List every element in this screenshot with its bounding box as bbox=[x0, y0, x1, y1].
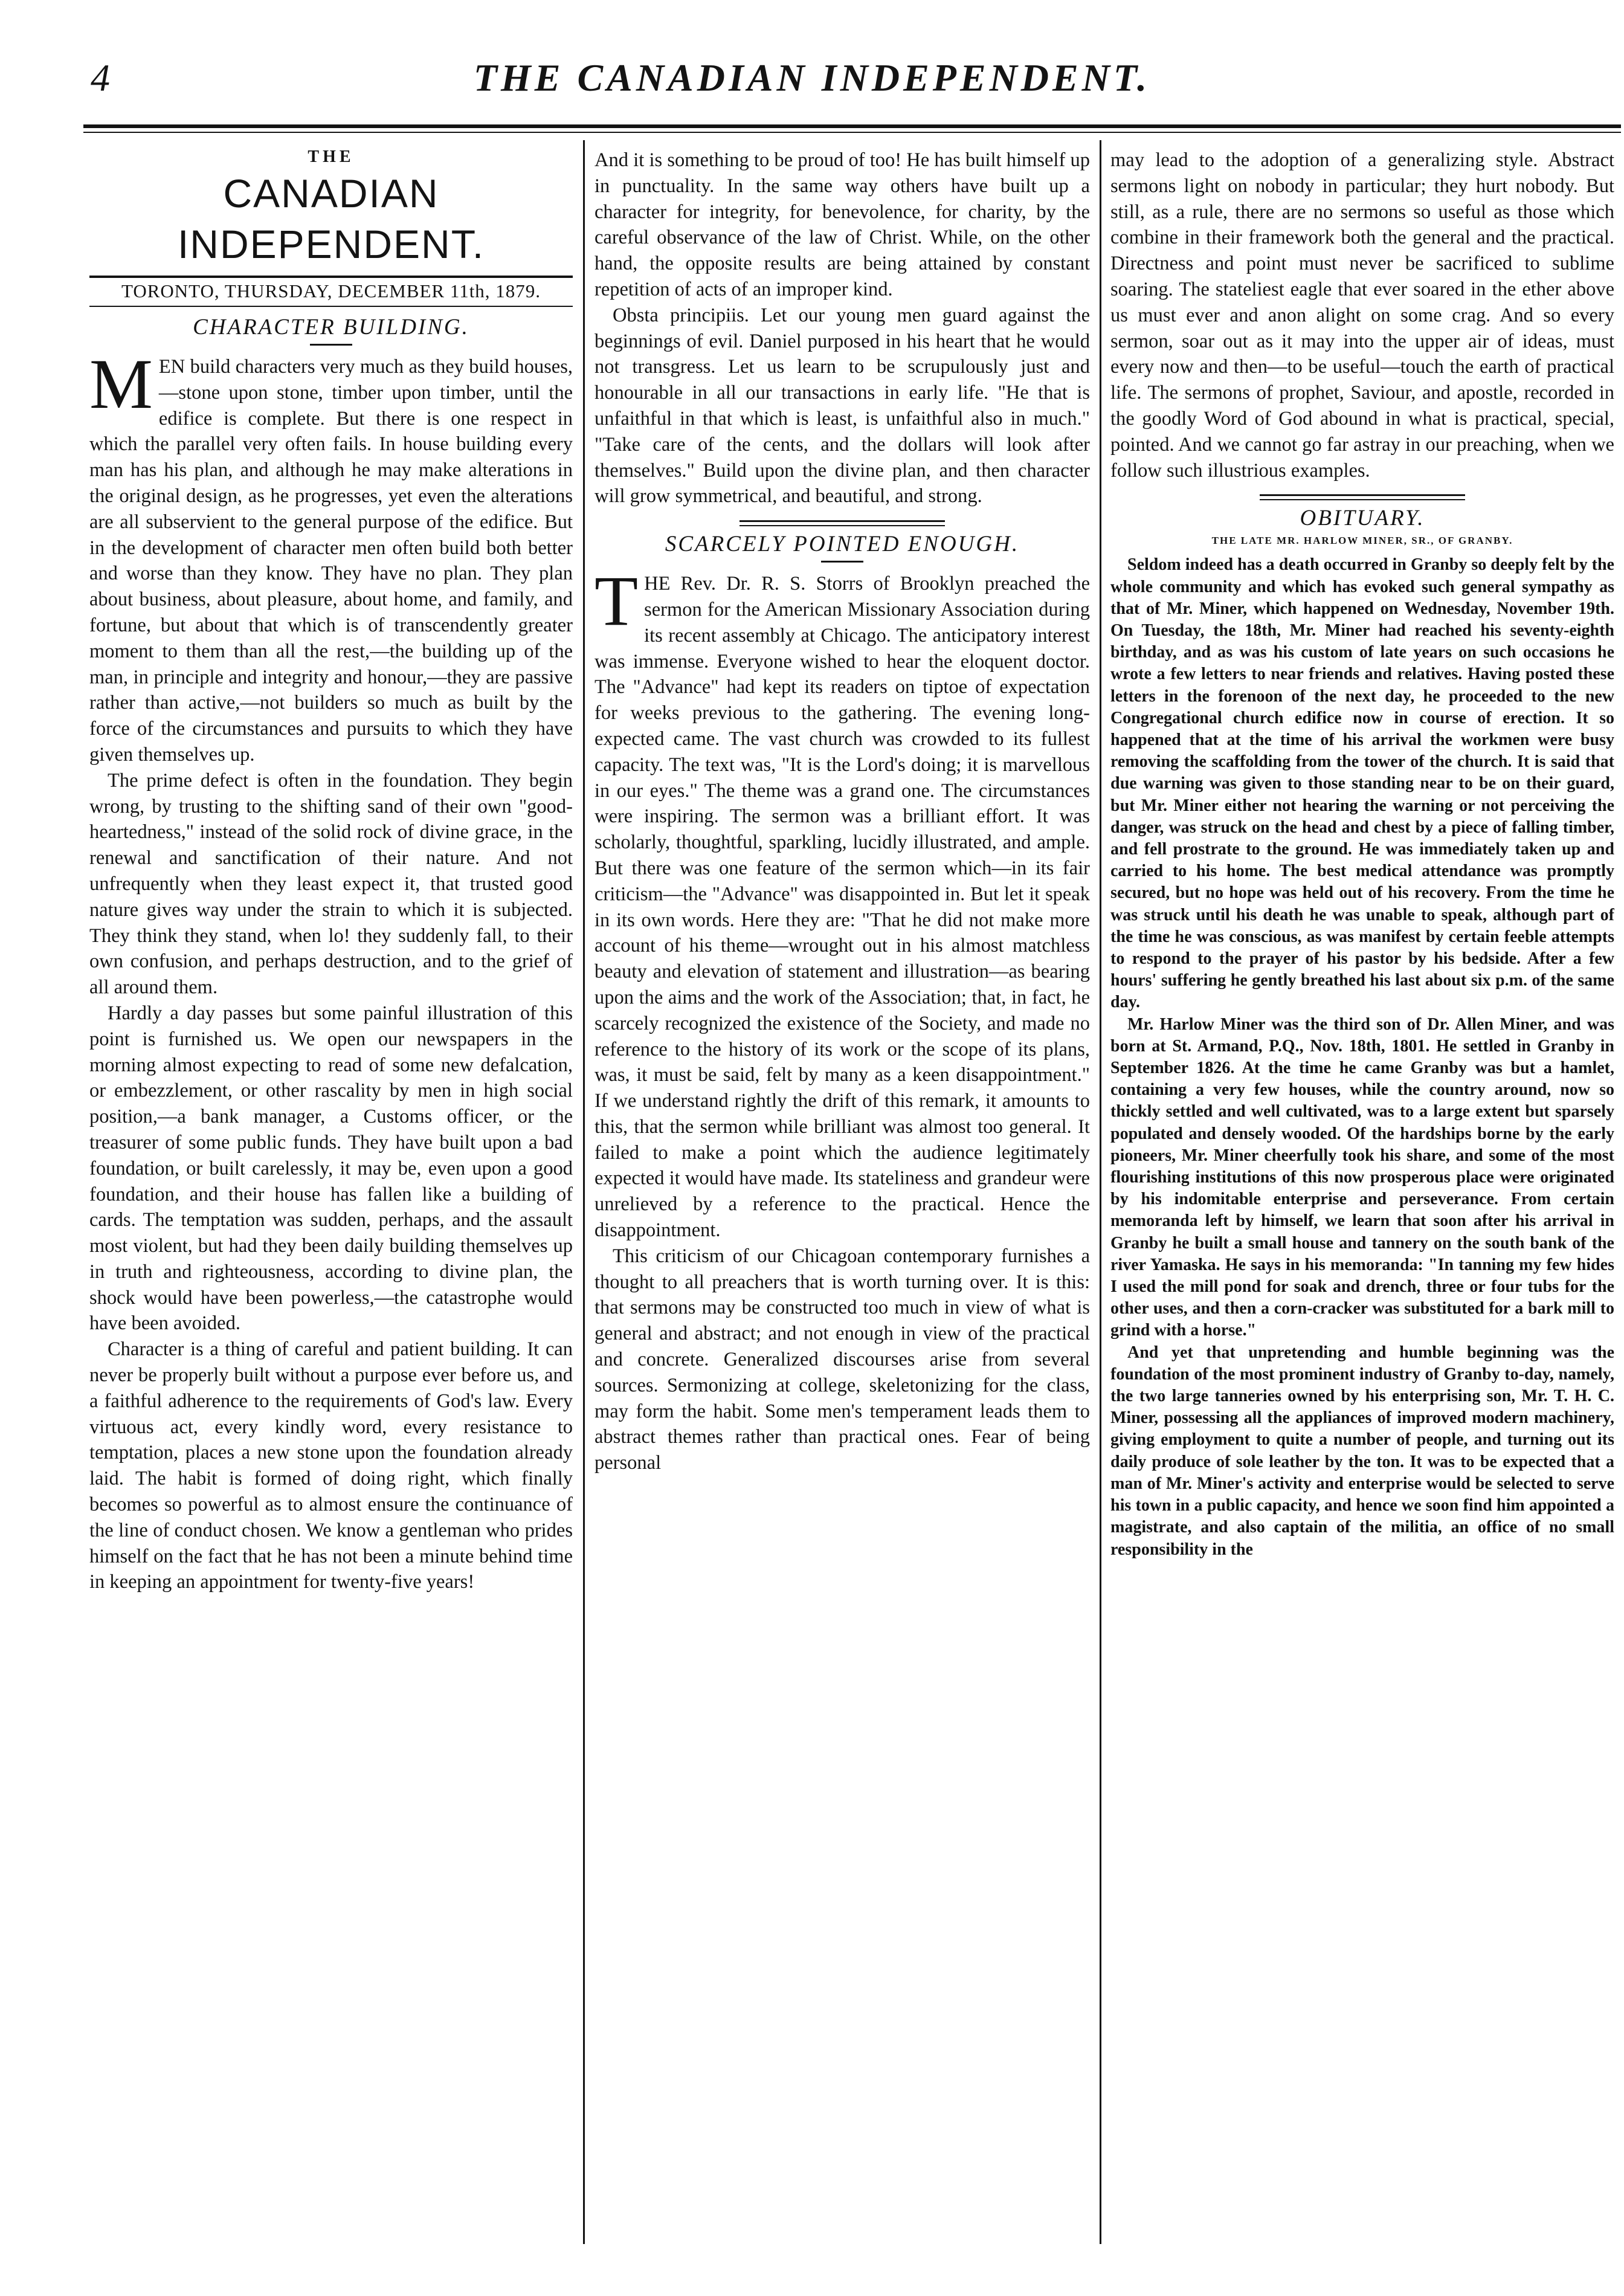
column-divider bbox=[583, 140, 585, 2244]
article-paragraph: Hardly a day passes but some painful illustration of this point is furnished us. We open our newspapers in the morning almost expecting to read of some new defalcation, or embezzlement, or other rascality by men in high social position,—a bank manager, a Customs officer, or the treasurer of some public funds. They have built upon a bad foundation, or built carelessly, it may be, even upon a good foundation, and their house has fallen like a building of cards. The temptation was sudden, perhaps, and the assault most violent, but had they been daily building themselves up in truth and righteousness, according to divine plan, the shock would have been powerless,—the catastrophe would have been avoided. bbox=[89, 1002, 573, 1335]
running-title: THE CANADIAN INDEPENDENT. bbox=[473, 56, 1151, 99]
obituary-paragraph: Seldom indeed has a death occurred in Granby so deeply felt by the whole community and which has evoked such general sympathy as that of Mr. Miner, which happened on Wednesday, November 19th. On Tuesday, the 18th, Mr. Miner had reached his seventy-eighth birthday, and as was his custom of late years on such occasions he wrote a few letters to near friends and relatives. Having posted these letters in the forenoon of the next day, he proceeded to the new Congregational church edifice now in course of erection. It so happened that at the time of his arrival the workmen were busy removing the scaffolding from the tower of the church. It is said that due warning was given to those standing near to be on their guard, but Mr. Miner either not hearing the warning or not perceiving the danger, was struck on the head and chest by a piece of falling timber, and fell prostrate to the ground. He was immediately taken up and carried to his home. The best medical attendance was promptly secured, but no hope was held out of his recovery. From the time he was struck until his death he was unable to speak, although part of the time he was conscious, as was manifest by certain feeble attempts to respond to the prayer of his pastor by his bedside. After a few hours' suffering he gently breathed his last about six p.m. of the same day. bbox=[1110, 555, 1614, 1012]
article-paragraph: And it is something to be proud of too! He has built himself up in punctuality. In the same way others have built up a character for integrity, for benevolence, for charity, by the careful observance of the law of Christ. While, on the other hand, the opposite results are being attained by constant repetition of acts of an improper kind. bbox=[594, 149, 1090, 300]
column-divider bbox=[1100, 140, 1101, 2244]
obituary-subtitle: THE LATE MR. HARLOW MINER, SR., OF GRANBY. bbox=[1211, 535, 1513, 547]
article-paragraph: may lead to the adoption of a generalizing style. Abstract sermons light on nobody in particular; they hurt nobody. But still, as a rule, there are no sermons so useful as those which combine in their framework both the general and the practical. Directness and point must never be sacrificed to sublime soaring. The stateliest eagle that ever soared in the ether above us must ever and anon alight on some crag. And so every sermon, soar out as it may into the upper air of ideas, must every now and then—to be useful—touch the earth of practical life. The sermons of prophet, Saviour, and apostle, recorded in the goodly Word of God abound in what is practical, special, pointed. And we cannot go far astray in our preaching, when we follow such illustrious examples. bbox=[1110, 149, 1614, 482]
masthead-rule bbox=[89, 276, 573, 278]
article-title: CHARACTER BUILDING. bbox=[193, 315, 469, 340]
masthead-rule bbox=[89, 306, 573, 307]
article-paragraph: Obsta principiis. Let our young men guard against the beginnings of evil. Daniel purposed in his heart that he would not transgress. Let us learn to be scrupulously just and honourable in all our transactions in early life. "He that is unfaithful in that which is least, is unfaithful also in much." "Take care of the cents, and the dollars will look after themselves." Build upon the divine plan, and then character will grow symmetrical, and beautiful, and strong. bbox=[594, 304, 1090, 508]
masthead-the: THE bbox=[308, 147, 355, 166]
article-separator bbox=[740, 520, 945, 526]
article-paragraph bbox=[89, 344, 573, 768]
obituary-body bbox=[1110, 554, 1614, 1560]
column-1 bbox=[89, 147, 573, 2244]
article-separator bbox=[1260, 494, 1465, 500]
title-dash bbox=[310, 344, 352, 346]
article-paragraph bbox=[594, 561, 1090, 1243]
article-paragraph: This criticism of our Chicagoan contemporary furnishes a thought to all preachers that is worth turning over. It is this: that sermons may be constructed too much in view of what is general and abstract; and not enough in view of the practical and concrete. Generalized discourses arise from several sources. Sermonizing at college, skeletonizing for the class, may form the habit. Some men's temperament leads them to abstract themes rather than practical ones. Fear of being personal bbox=[594, 1245, 1090, 1474]
masthead-title: CANADIAN INDEPENDENT. bbox=[177, 171, 485, 266]
article-paragraph: Character is a thing of careful and patient building. It can never be properly built without a purpose ever before us, and a faithful adherence to the requirements of God's law. Every virtuous act, every kindly word, every resistance to temptation, places a new stone upon the foundation already laid. The habit is formed of doing right, which finally becomes so powerful as to almost ensure the continuance of the line of conduct chosen. We know a gentleman who prides himself on the fact that he has not been a minute behind time in keeping an appointment for twenty-five years! bbox=[89, 1338, 573, 1593]
obituary-paragraph: Mr. Harlow Miner was the third son of Dr. Allen Miner, and was born at St. Armand, P.Q., Nov. 18th, 1801. He settled in Granby in September 1826. At the time he came Granby was but a hamlet, containing a very few houses, while the country around, now so thickly settled and well cultivated, was to a large extent but sparsely populated and densely wooded. Of the hardships borne by the early pioneers, Mr. Miner cheerfully took his share, and some of the most flourishing institutions of this now prosperous place were originated by his indomitable enterprise and perseverance. From certain memoranda left by himself, we learn that soon after his arrival in Granby he built a small house and tannery on the south bank of the river Yamaska. He says in his memoranda: "In tanning my few hides I used the mill pond for soak and drench, three or four tubs for the other uses, and then a corn-cracker was substituted for a bark mill to grind with a horse." bbox=[1110, 1014, 1614, 1340]
article-paragraph: The prime defect is often in the foundation. They begin wrong, by trusting to the shifting sand of their own "good-heartedness," instead of the solid rock of divine grace, in the renewal and sanctification of their nature. And not unfrequently when they least expect it, that trusted good nature gives way under the strain to which it is subjected. They think they stand, when lo! they suddenly fall, to their own confusion, and perhaps destruction, and to the grief of all around them. bbox=[89, 769, 573, 999]
drop-cap: M bbox=[89, 344, 153, 424]
drop-cap: T bbox=[594, 561, 639, 641]
masthead-dateline: TORONTO, THURSDAY, DECEMBER 11th, 1879. bbox=[121, 280, 541, 302]
header-rule-thin bbox=[83, 132, 1621, 133]
paragraph-text: EN build characters very much as they build houses,—stone upon stone, timber upon timber, until the edifice is complete. But there is one respect in which the parallel very often fails. In house building every man has his plan, and although he may make alterations in the original design, as he progresses, yet even the alterations are all subservient to the general purpose of the edifice. But in the development of character men often build both better and worse than they know. They have no plan. They plan about business, about pleasure, about home, and family, and fortune, but about that which is of transcendently greater moment to them than all the rest,—the building up of the man, in principle and integrity and honour,—they are passive rather than active,—not builders so much as built by the force of the circumstances and pursuits to which they have given themselves up. bbox=[89, 356, 573, 766]
page-number: 4 bbox=[91, 56, 110, 99]
obituary-paragraph: And yet that unpretending and humble beginning was the foundation of the most prominent industry of Granby to-day, namely, the two large tanneries owned by his enterprising son, Mr. T. H. C. Miner, possessing all the appliances of improved modern machinery, giving employment to quite a number of people, and turning out its daily produce of sole leather by the ton. It was to be expected that a man of Mr. Miner's activity and enterprise would be selected to serve his town in a public capacity, and hence we soon find him appointed a magistrate, and also captain of the militia, an office of no small responsibility in the bbox=[1110, 1343, 1614, 1559]
title-dash bbox=[821, 561, 863, 563]
column-3 bbox=[1110, 147, 1614, 2244]
obituary-title: OBITUARY. bbox=[1300, 506, 1425, 531]
header-rule-thick bbox=[83, 124, 1621, 128]
article-title: SCARCELY POINTED ENOUGH. bbox=[665, 532, 1020, 557]
paragraph-text: HE Rev. Dr. R. S. Storrs of Brooklyn preached the sermon for the American Missionary Association during its recent assembly at Chicago. The anticipatory interest was immense. Everyone wished to hear the eloquent doctor. The "Advance" had kept its readers on tiptoe of expectation for weeks previous to the gathering. The evening long-expected came. The vast church was crowded to its fullest capacity. The text was, "It is the Lord's doing; it is marvellous in our eyes." The theme was a grand one. The circumstances were inspiring. The sermon was a brilliant effort. It was scholarly, thoughtful, sparkling, lucidly illustrated, and ample. But there was one feature of the sermon which—in its fair criticism—the "Advance" was disappointed in. But let it speak in its own words. Here they are: "That he did not make more account of his theme—wrought out in his almost matchless beauty and elevation of statement and illustration—as bearing upon the aims and the work of the Association; that, in fact, he scarcely recognized the existence of the Society, and made no reference to the history of its work or the scope of its plans, was, it must be said, felt by many as a keen disappointment." If we understand rightly the drift of this remark, it amounts to this, that the sermon while brilliant was almost too general. It failed to make a point which the audience legitimately expected it would have made. Its stateliness and grandeur were unrelieved by a reference to the practical. Hence the disappointment. bbox=[594, 573, 1090, 1242]
column-2 bbox=[594, 147, 1090, 2244]
